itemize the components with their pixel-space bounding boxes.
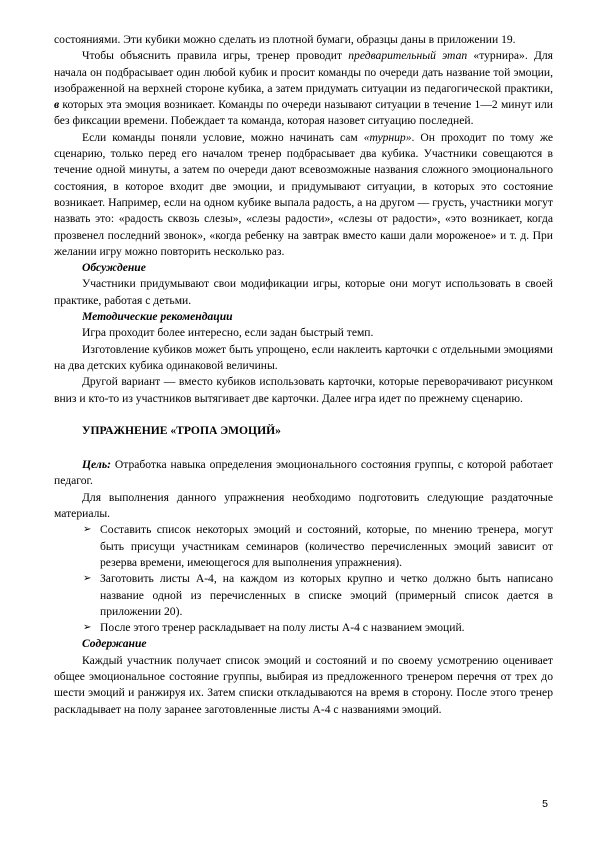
list-item-text: После этого тренер раскладывает на полу листы А-4 с названием эмоций. xyxy=(100,621,465,635)
arrow-bullet-icon: ➢ xyxy=(83,622,92,634)
heading-methodical-recommendations: Методические рекомендации xyxy=(82,310,233,324)
text-segment: Чтобы объяснить правила игры, тренер проводит xyxy=(82,49,349,63)
text-segment: Если команды поняли условие, можно начинать сам xyxy=(82,130,364,144)
paragraph-cards-variant: Другой вариант — вместо кубиков использовать карточки, которые переворачивают рисунком вниз и кто-то из участников вытягивает две карточки. Далее игра идет по прежнему сценарию. xyxy=(54,375,553,405)
list-item xyxy=(54,522,553,571)
paragraph-content: Каждый участник получает список эмоций и состояний и по своему усмотрению оценивает общее эмоциональное состояние группы, выбирая из предложенного тренером перечня от трех до шести эмоций и ранжируя их. Затем списки откладываются на время в сторону. После этого тренер раскладывает на полу заранее заготовленные листы А-4 с названиями эмоций. xyxy=(54,653,553,716)
emphasis-preliminary-stage: предварительный этап xyxy=(348,49,468,63)
document-page xyxy=(54,32,553,718)
list-item xyxy=(54,620,553,636)
arrow-bullet-icon: ➢ xyxy=(83,524,92,536)
exercise-title: УПРАЖНЕНИЕ «ТРОПА ЭМОЦИЙ» xyxy=(82,423,281,437)
goal-label: Цель: xyxy=(82,458,111,472)
paragraph-tournament xyxy=(54,130,553,260)
list-item-text: Составить список некоторых эмоций и состояний, которые, по мнению тренера, могут быть присущи участникам семинаров (количество перечисленных эмоций зависит от резерва времени, имеющегося для выполнения упражнения). xyxy=(100,523,553,569)
text-segment: «турнира». Для начала он подбрасывает один любой кубик и просит команды по очереди дать название той эмоции, изображенной на верхней стороне кубика, а затем придумать ситуации из педагогической практики, xyxy=(54,49,553,95)
arrow-bullet-icon: ➢ xyxy=(83,573,92,585)
paragraph-intro-end: состояниями. Эти кубики можно сделать из плотной бумаги, образцы даны в приложении 19. xyxy=(54,33,516,46)
paragraph-cubes: Изготовление кубиков может быть упрощено, если наклеить карточки с отдельными эмоциями на два детских кубика одинаковой величины. xyxy=(54,342,553,372)
page-number: 5 xyxy=(542,798,548,810)
list-item xyxy=(54,571,553,620)
goal-text: Отработка навыка определения эмоционального состояния группы, с которой работает педагог. xyxy=(54,458,553,488)
emphasis-v: в xyxy=(54,98,60,112)
heading-discussion: Обсуждение xyxy=(82,261,146,275)
paragraph-discussion: Участники придумывают свои модификации игры, которые они могут использовать в своей практике, работая с детьми. xyxy=(54,277,553,307)
list-item-text: Заготовить листы А-4, на каждом из которых крупно и четко должно быть написано название одной из перечисленных в списке эмоций (примерный список дается в приложении 20). xyxy=(100,572,553,618)
text-segment: . Он проходит по тому же сценарию, только перед его началом тренер подбрасывает два кубика. Участники совещаются в течение одной минуты, а затем по очереди дают всевозможные названия сложного эмоционального состояния, в которое входит две эмоции, и придумывают ситуации, в которых это состояние возникает. Например, если на одном кубике выпала радость, а на другом — грусть, участники могут назвать это: «радость сквозь слезы», «слезы радости», «слезы от радости», «это возникает, когда прозвенел последний звонок», «когда ребенку на завтрак вместо каши дали мороженое» и т. д. При желании игру можно повторить несколько раз. xyxy=(54,130,554,258)
paragraph-preliminary-stage xyxy=(54,48,553,129)
emphasis-tournament: «турнир» xyxy=(363,130,412,144)
paragraph-materials: Для выполнения данного упражнения необходимо подготовить следующие раздаточные материалы. xyxy=(54,490,553,521)
heading-content: Содержание xyxy=(82,637,147,651)
paragraph-goal xyxy=(54,457,553,490)
text-segment: которых эта эмоция возникает. Команды по очереди называют ситуации в течение 1—2 минут или без фиксации времени. Побеждает та команда, которая назовет ситуацию последней. xyxy=(54,98,553,128)
paragraph-tempo: Игра проходит более интересно, если задан быстрый темп. xyxy=(82,326,374,340)
